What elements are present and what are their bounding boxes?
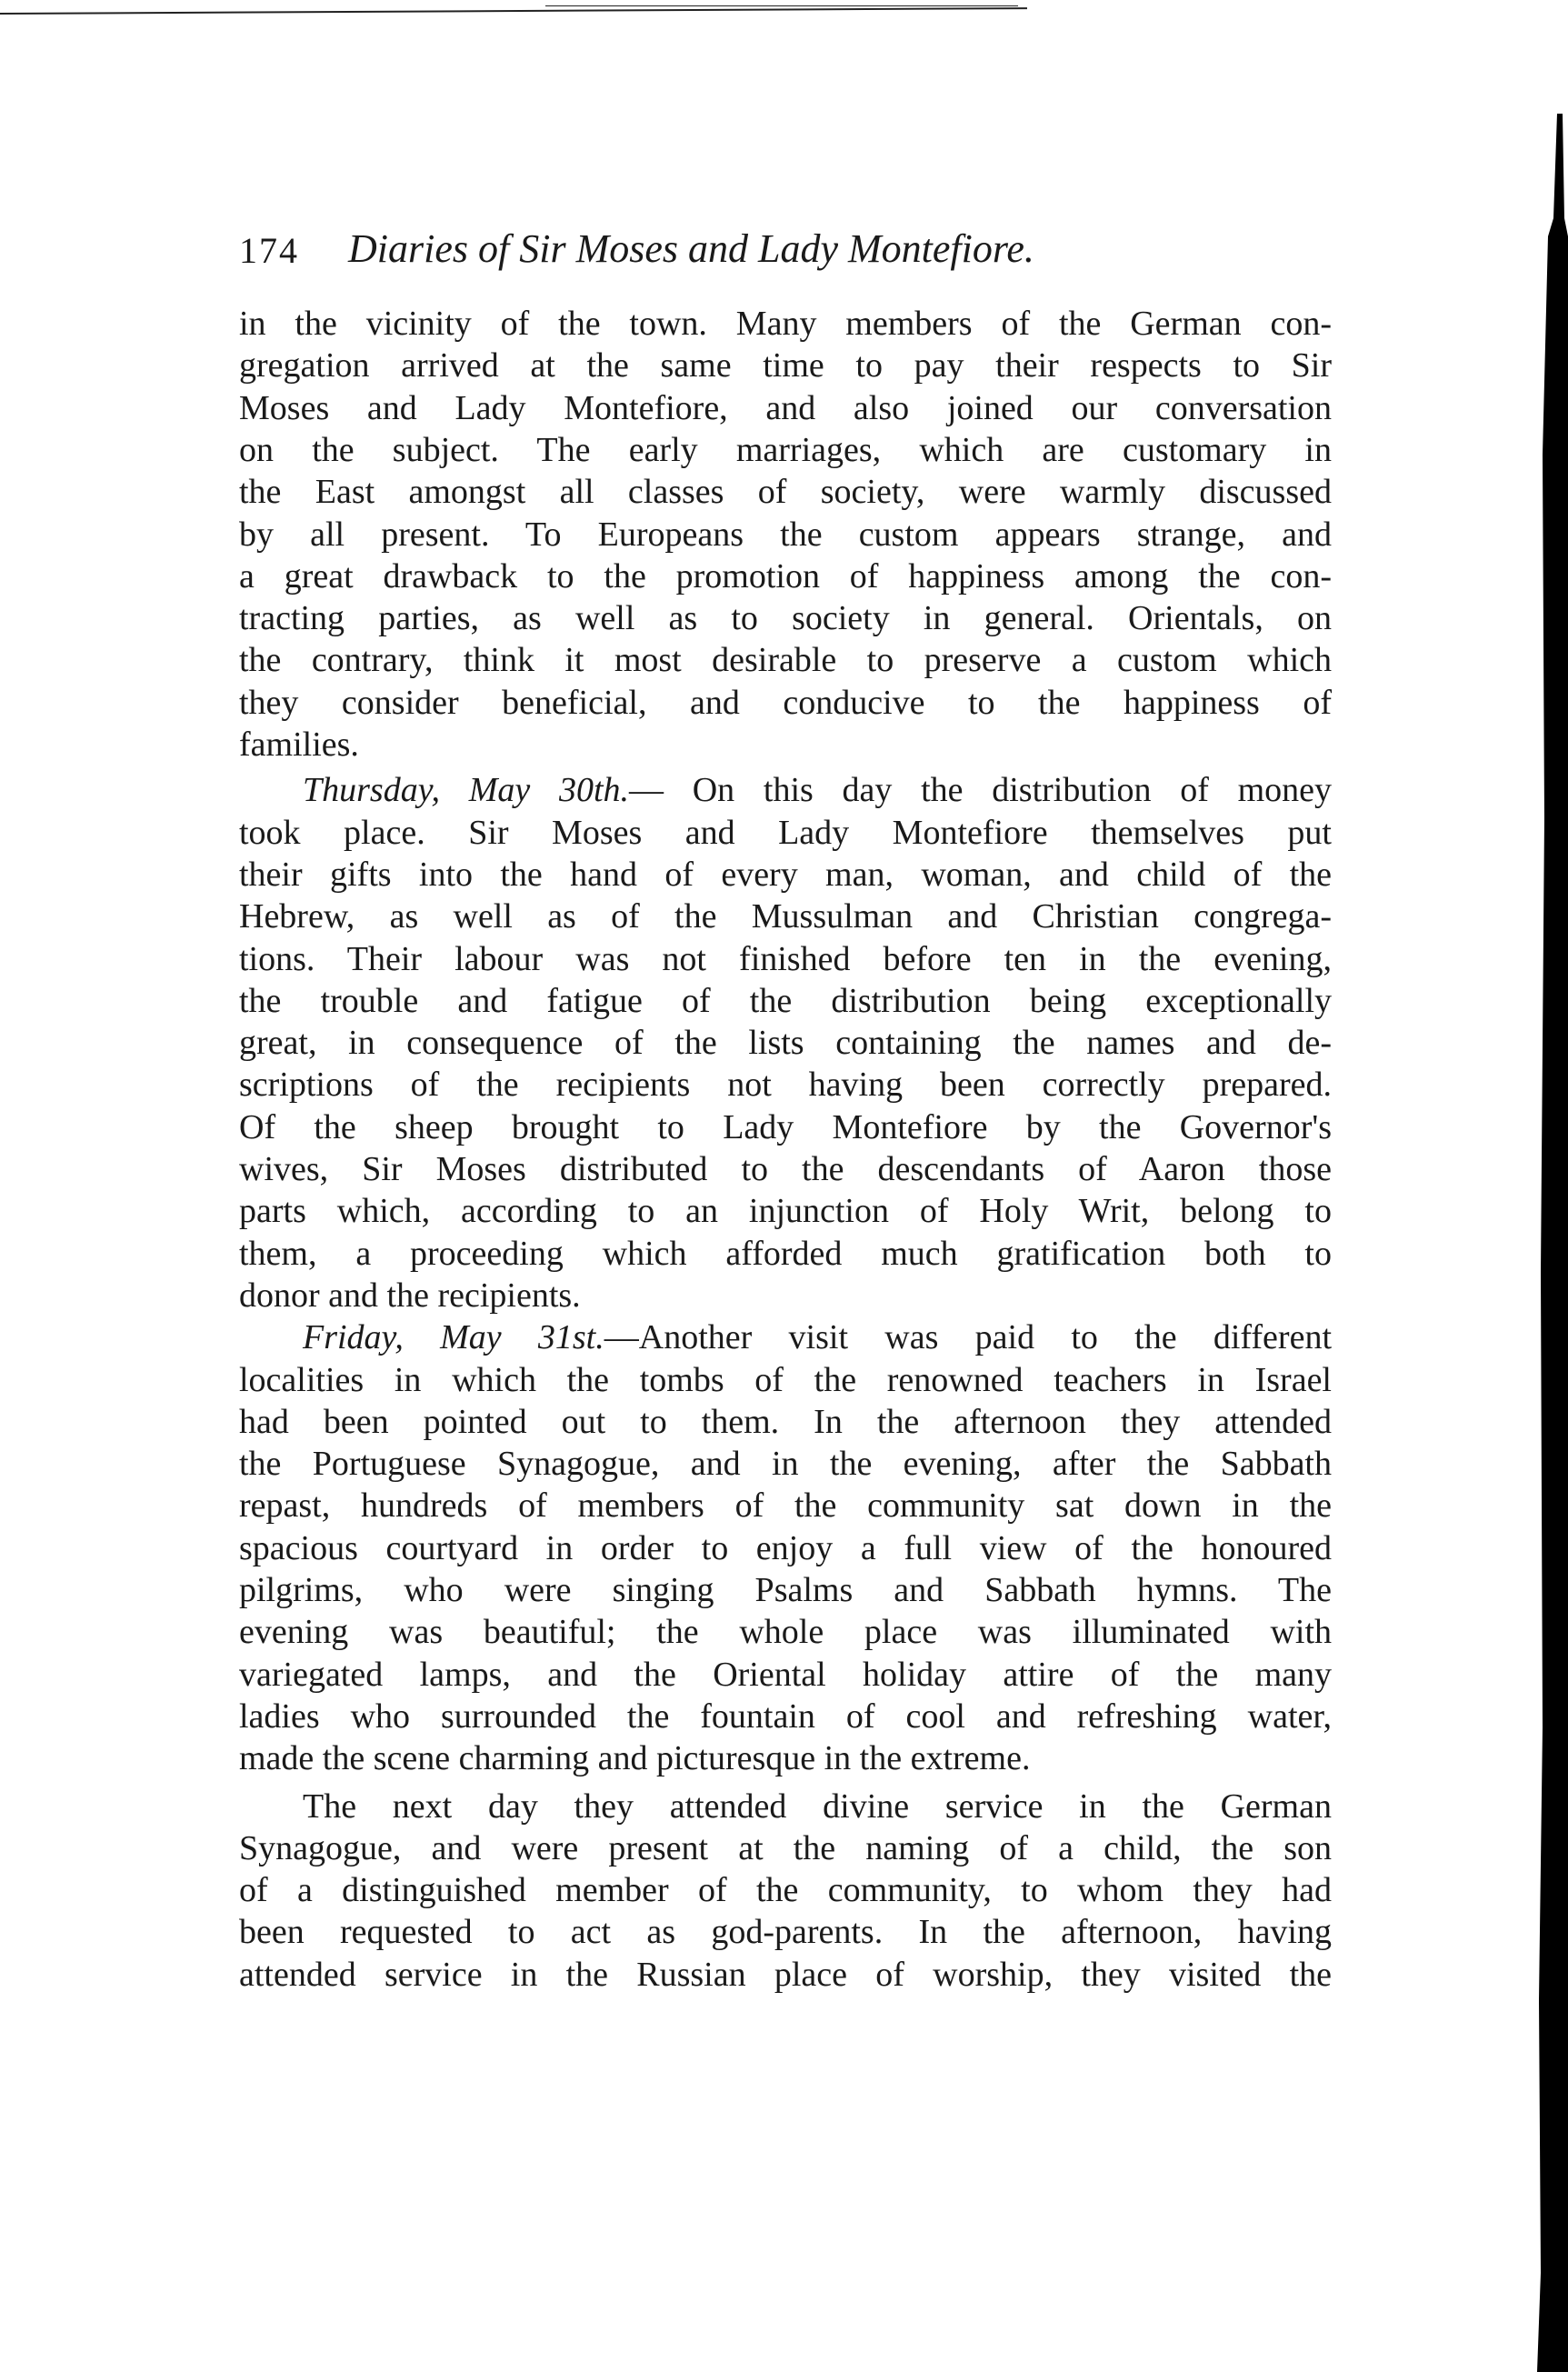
line-text: them, a proceeding which afforded much gratification both to	[239, 1234, 1332, 1273]
text-line	[239, 1611, 1332, 1653]
line-text: took place. Sir Moses and Lady Montefiore themselves put	[239, 813, 1332, 852]
text-line	[239, 682, 1332, 724]
line-text: wives, Sir Moses distributed to the descendants of Aaron those	[239, 1150, 1332, 1188]
line-text: Moses and Lady Montefiore, and also joined our conversation	[239, 388, 1332, 427]
text-line	[239, 555, 1332, 597]
line-text: great, in consequence of the lists containing the names and de-	[239, 1024, 1332, 1063]
line-text: the East amongst all classes of society, were warmly discussed	[239, 473, 1332, 512]
text-line	[239, 1696, 1332, 1737]
line-text: gregation arrived at the same time to pay their respects to Sir	[239, 346, 1332, 385]
line-text: a great drawback to the promotion of happiness among the con-	[239, 556, 1332, 596]
text-line	[239, 938, 1332, 980]
text-line	[239, 1827, 1332, 1869]
line-text: Hebrew, as well as of the Mussulman and Christian congrega-	[239, 897, 1332, 936]
page-number: 174	[239, 230, 299, 271]
top-scan-rule	[0, 7, 1027, 15]
line-text: families.	[239, 726, 359, 764]
line-text: been requested to act as god-parents. In the afternoon, having	[239, 1913, 1332, 1952]
text-line	[239, 1954, 1332, 1996]
text-line	[239, 1869, 1332, 1911]
text-line	[239, 387, 1332, 429]
text-line	[239, 1359, 1332, 1401]
line-text: variegated lamps, and the Oriental holiday attire of the many	[239, 1655, 1332, 1694]
line-text: parts which, according to an injunction of Holy Writ, belong to	[239, 1192, 1332, 1231]
text-line	[239, 1737, 1332, 1779]
line-text: localities in which the tombs of the renowned teachers in Israel	[239, 1360, 1332, 1399]
line-text: evening was beautiful; the whole place was illuminated with	[239, 1613, 1332, 1652]
line-text: in the vicinity of the town. Many members of the German con-	[239, 305, 1332, 343]
line-text: made the scene charming and picturesque in the extreme.	[239, 1739, 1031, 1778]
line-text: tracting parties, as well as to society in general. Orientals, on	[239, 599, 1332, 638]
text-line	[239, 1233, 1332, 1275]
line-text: they consider beneficial, and conducive to the happiness of	[239, 683, 1332, 722]
line-text: tions. Their labour was not finished before ten in the evening,	[239, 939, 1332, 978]
text-line	[239, 812, 1332, 854]
text-line	[239, 1485, 1332, 1526]
line-text: repast, hundreds of members of the community sat down in the	[239, 1486, 1332, 1526]
text-line	[303, 1786, 1332, 1827]
top-scan-rule-thin	[545, 5, 1018, 6]
text-line	[239, 1911, 1332, 1953]
line-text: had been pointed out to them. In the afternoon they attended	[239, 1402, 1332, 1441]
line-text: on the subject. The early marriages, which are customary in	[239, 430, 1332, 469]
text-line	[239, 345, 1332, 386]
text-line	[239, 724, 1332, 766]
line-text: — On this day the distribution of money	[629, 771, 1332, 810]
line-text: spacious courtyard in order to enjoy a full view of the honoured	[239, 1528, 1332, 1567]
text-line	[239, 854, 1332, 896]
text-line	[239, 1401, 1332, 1443]
text-line	[239, 303, 1332, 345]
line-text: attended service in the Russian place of worship, they visited the	[239, 1955, 1332, 1994]
line-text: of a distinguished member of the community, to whom they had	[239, 1871, 1332, 1910]
line-text: donor and the recipients.	[239, 1276, 581, 1315]
line-text: Synagogue, and were present at the naming of a child, the son	[239, 1828, 1332, 1867]
line-text: the Portuguese Synagogue, and in the evening, after the Sabbath	[239, 1445, 1332, 1484]
text-line	[303, 769, 1332, 811]
line-text: pilgrims, who were singing Psalms and Sabbath hymns. The	[239, 1571, 1332, 1609]
line-text: the contrary, think it most desirable to preserve a custom which	[239, 641, 1332, 680]
text-line	[239, 1275, 1332, 1316]
text-line	[239, 980, 1332, 1022]
text-line	[239, 639, 1332, 681]
text-line	[239, 1148, 1332, 1190]
entry-date: Thursday, May 30th.	[303, 771, 629, 810]
line-text: —Another visit was paid to the different	[604, 1318, 1332, 1357]
line-text: scriptions of the recipients not having been correctly prepared.	[239, 1066, 1332, 1105]
line-text: ladies who surrounded the fountain of cool and refreshing water,	[239, 1696, 1332, 1736]
text-line	[239, 597, 1332, 639]
text-line	[239, 896, 1332, 937]
entry-date: Friday, May 31st.	[303, 1318, 604, 1357]
page-edge-shadow	[1513, 0, 1568, 2372]
line-text: The next day they attended divine service in the German	[303, 1787, 1332, 1826]
running-title: Diaries of Sir Moses and Lady Montefiore.	[348, 226, 1034, 271]
text-line	[303, 1316, 1332, 1358]
text-line	[239, 1443, 1332, 1485]
text-line	[239, 1527, 1332, 1569]
text-line	[239, 471, 1332, 513]
text-line	[239, 1569, 1332, 1611]
text-line	[239, 1106, 1332, 1148]
text-line	[239, 429, 1332, 471]
line-text: the trouble and fatigue of the distribution being exceptionally	[239, 981, 1332, 1020]
line-text: Of the sheep brought to Lady Montefiore by the Governor's	[239, 1107, 1332, 1146]
text-line	[239, 1190, 1332, 1232]
text-line	[239, 1654, 1332, 1696]
text-line	[239, 1022, 1332, 1064]
text-line	[239, 1064, 1332, 1106]
line-text: by all present. To Europeans the custom appears strange, and	[239, 515, 1332, 554]
text-line	[239, 514, 1332, 555]
line-text: their gifts into the hand of every man, woman, and child of the	[239, 855, 1332, 894]
running-header	[239, 225, 1339, 280]
